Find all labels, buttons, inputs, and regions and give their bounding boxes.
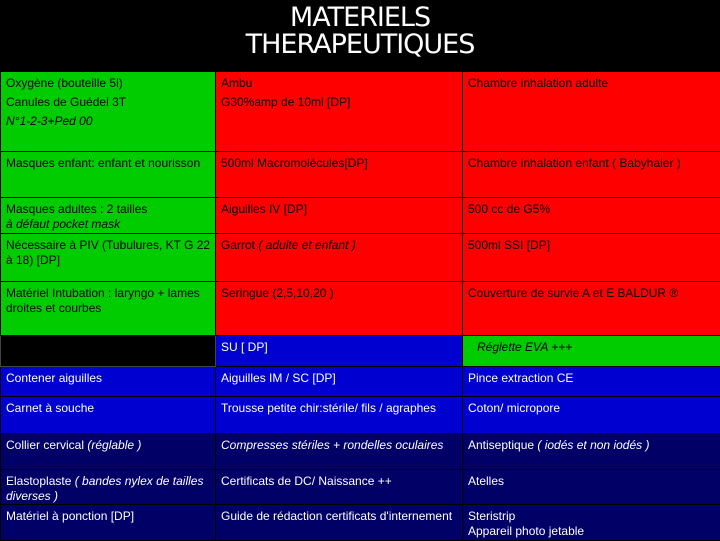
equipment-table [0,71,720,541]
table-cell [463,72,720,152]
cell-text: Chambre inhalation enfant ( Babyhaler ) [468,156,716,171]
cell-text: Masques enfant: enfant et nourisson [6,156,211,171]
table-cell [463,152,720,198]
table-cell [216,152,463,198]
table-cell [1,152,216,198]
cell-text: Oxygène (bouteille 5l) [6,76,211,91]
cell-text: Matériel à ponction [DP] [6,509,211,524]
table-cell [216,336,463,367]
table-cell [1,198,216,234]
title-line-1: MATERIELS [0,4,720,31]
table-row [1,72,720,152]
cell-text: N°1-2-3+Ped 00 [6,114,211,129]
table-cell [463,470,720,505]
cell-text: Contener aiguilles [6,371,211,386]
table-cell [1,397,216,434]
cell-text: Garrot [221,238,258,252]
cell-text: Canules de Guédel 3T [6,95,211,110]
table-cell [216,470,463,505]
title-line-2: THERAPEUTIQUES [0,31,720,58]
cell-text: Collier cervical [6,438,87,452]
cell-text: 500 cc de G5% [468,202,716,217]
cell-text: à défaut pocket mask [6,217,211,232]
cell-text: G30%amp de 10ml [DP] [221,95,458,110]
cell-text: 500ml SSI [DP] [468,238,716,253]
cell-text: Réglette EVA +++ [477,340,716,355]
cell-text: Antiseptique [468,438,537,452]
table-row [1,505,720,541]
cell-text: Nécessaire à PIV (Tubulures, KT G 22 à 18) [DP] [6,238,211,268]
cell-text: Aiguilles IV [DP] [221,202,458,217]
cell-text: ( adulte et enfant ) [258,238,355,252]
table-cell [1,282,216,336]
table-cell [1,434,216,470]
cell-text: Trousse petite chir:stérile/ fils / agraphes [221,401,458,416]
table-cell [463,234,720,282]
table-row [1,397,720,434]
cell-text: Chambre inhalation adulte [468,76,716,91]
table-row [1,198,720,234]
table-cell [1,470,216,505]
table-cell [1,367,216,397]
cell-text: Carnet à souche [6,401,211,416]
cell-text: Coton/ micropore [468,401,716,416]
table-cell [216,434,463,470]
table-cell [463,198,720,234]
table-cell [216,198,463,234]
cell-text: Matériel Intubation : laryngo + lames droites et courbes [6,286,211,316]
table-cell [216,282,463,336]
cell-text: Seringue (2,5,10,20 ) [221,286,458,301]
cell-text: Atelles [468,474,716,489]
table-cell [463,282,720,336]
cell-text: Appareil photo jetable [468,524,716,539]
table-cell [216,72,463,152]
table-cell [463,367,720,397]
table-cell [216,234,463,282]
cell-text: SU [ DP] [221,340,458,355]
cell-text: Compresses stériles + rondelles oculaires [221,438,458,453]
page-title [0,4,720,58]
cell-text: Masques adultes : 2 tailles [6,202,211,217]
table-cell [216,397,463,434]
table-row [1,367,720,397]
cell-text: Pince extraction CE [468,371,716,386]
cell-text: Aiguilles IM / SC [DP] [221,371,458,386]
table-cell [216,367,463,397]
cell-text: Certificats de DC/ Naissance ++ [221,474,458,489]
cell-text: ( iodés et non iodés ) [537,438,649,452]
table-cell [1,234,216,282]
table-row [1,336,720,367]
table-cell [463,434,720,470]
table-cell [1,72,216,152]
table-cell [463,505,720,541]
table-cell [463,336,720,367]
cell-text: Elastoplaste [6,474,75,488]
table-cell [463,397,720,434]
cell-text: ( bandes nylex de tailles diverses ) [6,474,203,503]
cell-text: 500ml Macromolécules[DP] [221,156,458,171]
table-row [1,434,720,470]
table-row [1,282,720,336]
cell-text: (réglable ) [87,438,141,452]
cell-text: Guide de rédaction certificats d'internement [221,509,458,524]
table-cell [1,505,216,541]
table-row [1,152,720,198]
table-cell [216,505,463,541]
cell-text: Ambu [221,76,458,91]
cell-text: Steristrip [468,509,716,524]
table-row [1,470,720,505]
table-cell [1,336,216,367]
cell-text: Couverture de survie A et E BALDUR ® [468,286,716,301]
table-row [1,234,720,282]
